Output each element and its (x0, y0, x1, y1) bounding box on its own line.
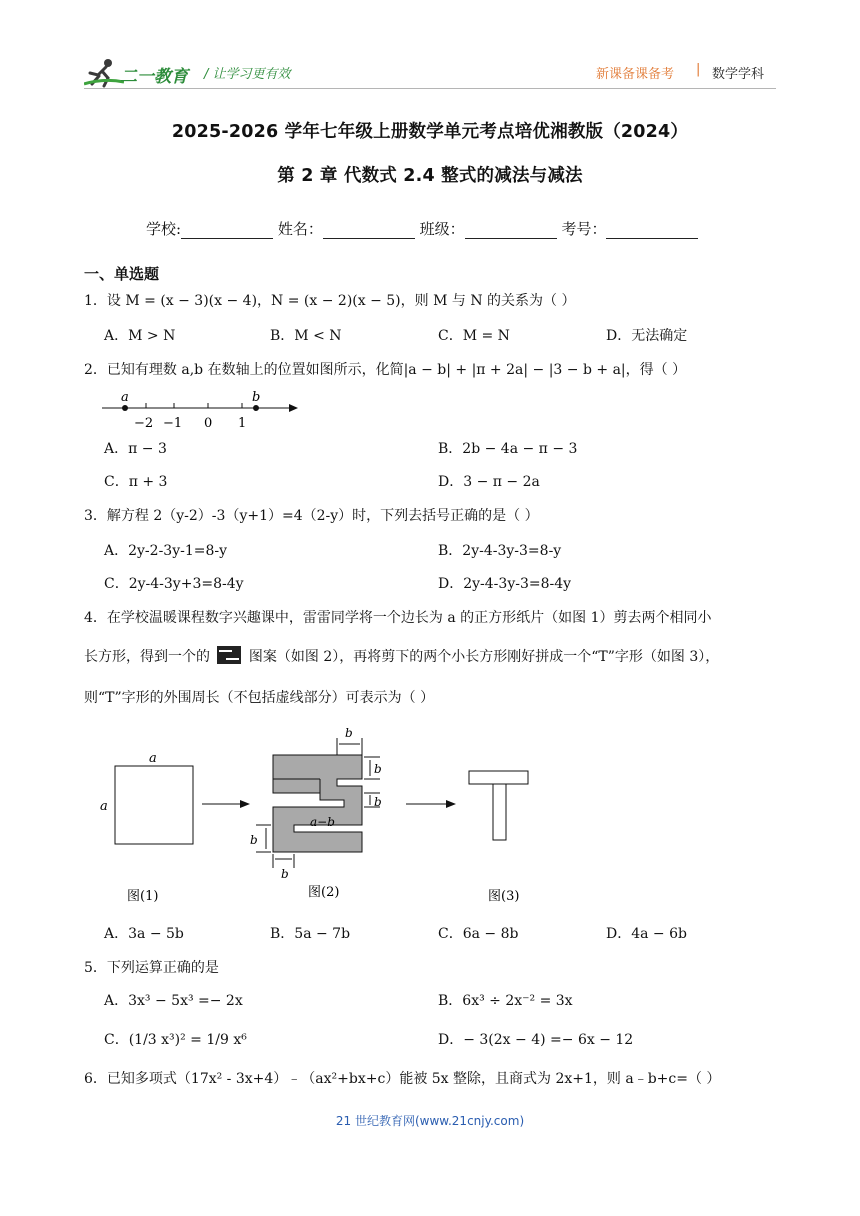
question-6-stem: 6．已知多项式（17x² - 3x+4）﹣（ax²+bx+c）能被 5x 整除，且商式为 2x+1，则 a﹣b+c=（ ） (84, 1071, 721, 1087)
school-label: 学校: (146, 220, 182, 238)
tick-label-neg1: −1 (163, 416, 183, 431)
doc-subtitle: 第 2 章 代数式 2.4 整式的减法与减法 (277, 166, 583, 186)
t-shape-top (469, 771, 528, 784)
number-line-figure (96, 386, 306, 432)
point-a (122, 405, 128, 411)
question-5-stem: 5．下列运算正确的是 (84, 960, 219, 976)
slogan: / 让学习更有效 (204, 67, 291, 82)
fig2-caption: 图(2) (308, 885, 340, 900)
z-shape (273, 755, 362, 852)
q1-option-b: B．M < N (270, 328, 342, 344)
school-field[interactable] (181, 222, 273, 239)
fig2-label-b-bottom: b (281, 867, 289, 881)
question-4-stem-line1: 4．在学校温暖课程数字兴趣课中，雷雷同学将一个边长为 a 的正方形纸片（如图 1）剪去两个相同小 (84, 610, 712, 626)
q5-option-a: A．3x³ − 5x³ =− 2x (104, 993, 243, 1009)
q4-figure (90, 718, 550, 908)
header (0, 0, 860, 95)
q5-option-b: B．6x³ ÷ 2x⁻² = 3x (438, 993, 573, 1009)
class-label: 班级： (419, 220, 465, 238)
logo-text: 二一教育 (120, 67, 188, 87)
q4-option-c: C．6a − 8b (438, 926, 519, 942)
fig1-label-left: a (100, 799, 108, 814)
name-label: 姓名： (277, 220, 323, 238)
q5-option-c: C．(1/3 x³)² = 1/9 x⁶ (104, 1032, 247, 1048)
q1-option-a: A．M > N (104, 328, 176, 344)
arrow-right-icon-2 (446, 800, 456, 808)
question-4-stem-line3: 则“T”字形的外围周长（不包括虚线部分）可表示为（ ） (84, 690, 435, 706)
q3-option-a: A．2y-2-3y-1=8-y (104, 543, 228, 559)
axis-label-b: b (252, 390, 261, 405)
fig1-label-top: a (149, 751, 157, 766)
question-2-stem: 2．已知有理数 a,b 在数轴上的位置如图所示，化简|a − b| + |π + 2a| − |3 − b + a|，得（ ） (84, 362, 687, 378)
class-field[interactable] (465, 222, 557, 239)
footer[interactable]: 21 世纪教育网(www.21cnjy.com) (335, 1114, 525, 1128)
q2-option-c: C．π + 3 (104, 474, 168, 490)
question-3-stem: 3．解方程 2（y-2）-3（y+1）=4（2-y）时，下列去括号正确的是（ ） (84, 508, 539, 524)
runner-logo-icon (84, 58, 124, 88)
question-1-stem: 1．设 M = (x − 3)(x − 4)，N = (x − 2)(x − 5)，则 M 与 N 的关系为（ ） (84, 293, 576, 309)
fig2-label-a-minus-b: a−b (310, 815, 335, 829)
q3-option-c: C．2y-4-3y+3=8-4y (104, 576, 244, 592)
fig2-label-b-right2: b (374, 795, 382, 809)
point-b (253, 405, 259, 411)
q4-option-d: D．4a − 6b (606, 926, 687, 942)
q3-option-b: B．2y-4-3y-3=8-y (438, 543, 562, 559)
fig2-label-b-top: b (345, 726, 353, 740)
header-rule (84, 88, 776, 89)
tick-label-1: 1 (238, 416, 247, 431)
fig1-caption: 图(1) (127, 889, 159, 904)
q5-option-d: D．− 3(2x − 4) =− 6x − 12 (438, 1032, 634, 1048)
section-title: 一、单选题 (84, 265, 160, 283)
question-4-stem-line2 (84, 646, 719, 667)
q1-option-c: C．M = N (438, 328, 510, 344)
info-line (146, 218, 698, 239)
axis-label-a: a (121, 390, 129, 405)
exam-no-field[interactable] (606, 222, 698, 239)
q4-option-a: A．3a − 5b (104, 926, 184, 942)
q3-option-d: D．2y-4-3y-3=8-4y (438, 576, 572, 592)
fig3-caption: 图(3) (488, 889, 520, 904)
arrow-right-icon (240, 800, 250, 808)
q2-option-b: B．2b − 4a − π − 3 (438, 441, 578, 457)
inline-z-pattern-icon (217, 646, 241, 664)
name-field[interactable] (323, 222, 415, 239)
fig2-label-b-left: b (250, 833, 258, 847)
tick-label-0: 0 (204, 416, 213, 431)
tick-label-neg2: −2 (134, 416, 154, 431)
q2-option-a: A．π − 3 (104, 441, 167, 457)
q2-option-d: D．3 − π − 2a (438, 474, 540, 490)
header-divider: | (696, 62, 701, 77)
header-right-1: 新课备课备考 (596, 67, 675, 82)
q4-line2-part1: 长方形，得到一个的 (84, 649, 210, 665)
q4-line2-part2: 图案（如图 2），再将剪下的两个小长方形刚好拼成一个“T”字形（如图 3）， (248, 649, 720, 665)
t-shape-stem (493, 784, 506, 840)
fig2-label-b-right1: b (374, 762, 382, 776)
q1-option-d: D．无法确定 (606, 328, 688, 344)
doc-title: 2025-2026 学年七年级上册数学单元考点培优湘教版（2024） (171, 122, 689, 142)
q4-option-b: B．5a − 7b (270, 926, 351, 942)
exam-no-label: 考号： (561, 220, 607, 238)
square-paper (115, 766, 193, 844)
header-right-2: 数学学科 (712, 67, 765, 82)
